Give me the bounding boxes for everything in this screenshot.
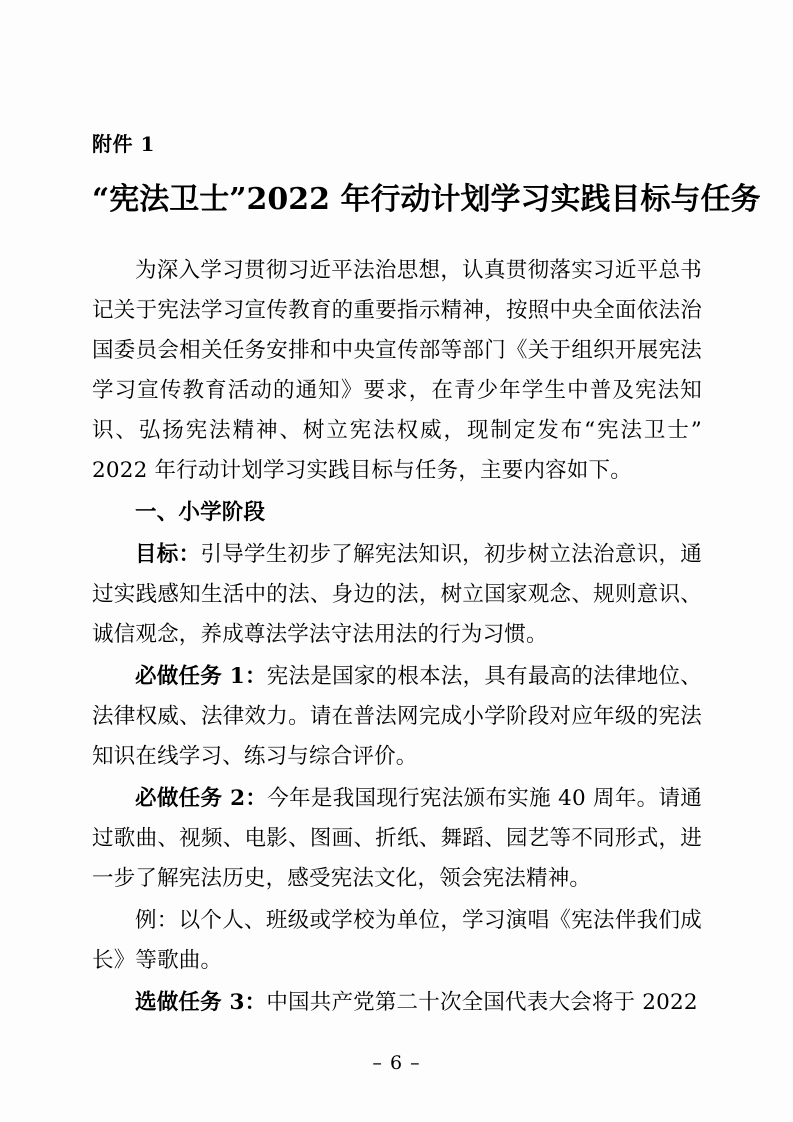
paragraph-goal xyxy=(92,535,702,655)
attachment-label: 附件 1 xyxy=(92,132,155,156)
paragraph-required-task-1-text: 宪法是国家的根本法，具有最高的法律地位、法律权威、法律效力。请在普法网完成小学阶段对应年级的宪法知识在线学习、练习与综合评价。 xyxy=(92,663,702,769)
paragraph-required-task-2 xyxy=(92,779,702,899)
paragraph-optional-task-3 xyxy=(92,983,702,1023)
paragraph-goal-text: 引导学生初步了解宪法知识，初步树立法治意识，通过实践感知生活中的法、身边的法，树立国家观念、规则意识、诚信观念，养成尊法学法守法用法的行为习惯。 xyxy=(92,541,702,647)
paragraph-required-task-1 xyxy=(92,657,702,777)
paragraph-goal-lead: 目标： xyxy=(135,541,201,567)
document-body xyxy=(92,130,761,1025)
section-heading-primary-school: 一、小学阶段 xyxy=(135,499,266,525)
paragraph-required-task-2-text: 今年是我国现行宪法颁布实施 40 周年。请通过歌曲、视频、电影、图画、折纸、舞蹈、园艺等不同形式，进一步了解宪法历史，感受宪法文化，领会宪法精神。 xyxy=(92,785,702,891)
paragraph-optional-task-3-lead: 选做任务 3： xyxy=(135,989,267,1015)
paragraph-example xyxy=(92,901,702,981)
paragraph-required-task-2-lead: 必做任务 2： xyxy=(135,785,268,811)
paragraph-example-lead: 例： xyxy=(135,907,179,933)
page-number: – 6 – xyxy=(372,1052,421,1074)
page-title: “宪法卫士”2022 年行动计划学习实践目标与任务 xyxy=(92,182,761,217)
paragraph-optional-task-3-text: 中国共产党第二十次全国代表大会将于 2022 xyxy=(266,989,698,1015)
paragraph-required-task-1-lead: 必做任务 1： xyxy=(135,663,267,689)
paragraph-intro: 为深入学习贯彻习近平法治思想，认真贯彻落实习近平总书记关于宪法学习宣传教育的重要指示精神，按照中央全面依法治国委员会相关任务安排和中央宣传部等部门《关于组织开展宪法学习宣传教育活动的通知》要求，在青少年学生中普及宪法知识、弘扬宪法精神、树立宪法权威，现制定发布“宪法卫士”2022 年行动计划学习实践目标与任务，主要内容如下。 xyxy=(92,257,702,483)
paragraph-example-text: 以个人、班级或学校为单位，学习演唱《宪法伴我们成长》等歌曲。 xyxy=(92,907,702,973)
